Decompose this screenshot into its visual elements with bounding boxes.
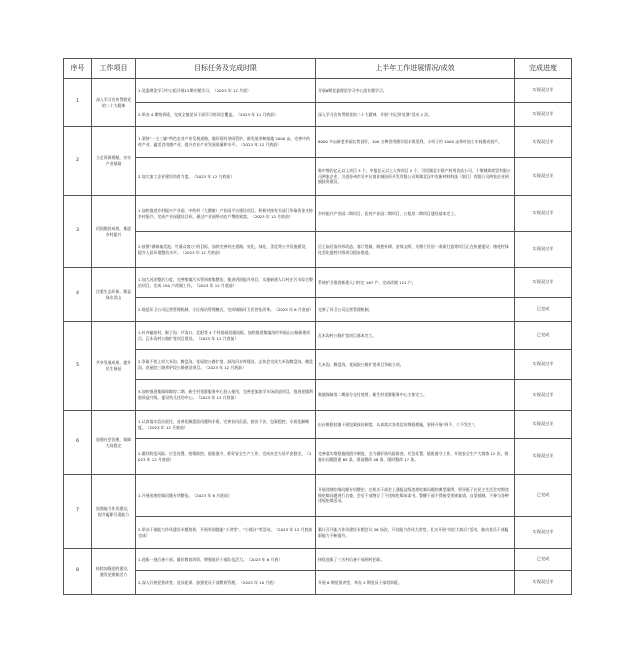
row-target: 1.加大河涂整治力度，完善集镇污水管网收集整治，推进巩固提升项目，实施新建人口村庄污水综合整治项目，完成 150 户改厕工作。（2023 年 12 月底前） xyxy=(136,268,316,298)
table-row xyxy=(64,158,572,196)
row-target: 1.选拔一批后备干部，做好教育培训，增强基层干部队伍活力。（2023 年 6 月底） xyxy=(136,549,316,571)
row-progress: 集镇保障房二期部分交付使用，新生村党群服务中心主体完工。 xyxy=(316,380,515,411)
table-row xyxy=(64,439,572,475)
row-progress: 开展违规吃喝问题专项整治，在机关干部会上通报县级违规吃喝问题的典型案例，领导班子在民主生活会对照违规吃喝问题进行自查，会后干部签订了不违规吃喝承诺书。警醒干部不得接受违规宴请、自觉抵制，不参与各种违规吃喝活动。 xyxy=(316,475,515,517)
row-status: 已完成 xyxy=(515,475,572,517)
row-item: 加强能力作风建设，提升履职尽责能力 xyxy=(92,475,136,549)
row-progress: 开展6期党委理论学习中心组专题学习。 xyxy=(316,79,515,103)
table-row xyxy=(64,268,572,298)
table-row xyxy=(64,127,572,158)
row-status: 实现双过半 xyxy=(515,350,572,380)
row-status: 实现双过半 xyxy=(515,571,572,595)
row-target: 2.争取不快上项大米沟、腾盘沟、花屋院公路扩宽、洞沟河水库建设，志执会完成大米沟腾盘沟、腾盘沟、花屋院三路养护段公路建设项目。（2023 年 12 月底前） xyxy=(136,350,316,380)
table-row xyxy=(64,350,572,380)
row-progress: 完善了环卫公司运营管理机制。 xyxy=(316,298,515,322)
header-item: 工作项目 xyxy=(92,59,136,79)
header-target: 目标任务及完成时限 xyxy=(136,59,316,79)
header-seq: 序号 xyxy=(64,59,92,79)
row-target: 1.开展违规吃喝问题专项整治。（2023 年 6 月底前） xyxy=(136,475,316,517)
row-target: 1.坚持“一主三辅”特色农业产业发展道路，做好现有茶园管护，新发展茶树基地 2000 亩，完善中药材产业、鑫活食用菌产业，提升农业产业发展质量和水平。（2023 年 12 月底前） xyxy=(136,127,316,158)
row-status: 实现双过半 xyxy=(515,127,572,158)
table-row xyxy=(64,380,572,411)
table-row xyxy=(64,571,572,595)
table-row xyxy=(64,517,572,549)
row-target: 2.加大加工企业建设培育力度。（2023 年 12 月底前） xyxy=(136,158,316,196)
table-row xyxy=(64,322,572,350)
row-item: 加强社会治理，保障大局稳定 xyxy=(92,411,136,475)
work-progress-document xyxy=(63,58,571,595)
row-target: 1.加快推进乡村振兴产业园、中药材（大健康）产业园平台建设项目，积极对接有关部门争取资金支持乡村振兴，完成产业园建设目标，通过产业园带动农户增收致富。（2023 年 12 月底前） xyxy=(136,196,316,232)
progress-table xyxy=(63,58,572,595)
row-target: 1.认真落实信访责任，妥善化解遗留问题和矛盾，完善首问负责、接访下访、包案稳控、专班化解制度。（2023 年 12 月底前） xyxy=(136,411,316,439)
row-progress: 6000 多亩新老茶园长势良好，100 万棒食用菌实现丰收见利，小项子村 1000 亩茶叶加工车间建成投产。 xyxy=(316,127,515,158)
row-progress: 系统护卫推进新建人口村庄 167 户，完成改厕 121 户。 xyxy=(316,268,515,298)
row-target: 3.加快推进集镇保障房二期、新生村党群服务中心投入使用，完善老加油学车场改造项目，推进老镇利院改造升级，建设幼儿托幼中心。（2023 年 12 月底前） xyxy=(136,380,316,411)
table-row xyxy=(64,103,572,127)
row-seq: 7 xyxy=(64,475,92,549)
row-status: 实现双过半 xyxy=(515,411,572,439)
row-status: 实现双过半 xyxy=(515,103,572,127)
table-row xyxy=(64,298,572,322)
row-progress: 岳王庙后落外形改造、客厅宽敞、路巷补缀、安保文明、关塘于民俗一条街打造等项目正在快速建设；塘花村绿化美化提档升级项目稳步推进。 xyxy=(316,232,515,268)
row-target: 2.规范环卫公司运营管理机制，小区保洁管理模式，完成城镇环卫民营化改革。（2023 年 6 月底前） xyxy=(136,298,316,322)
table-row xyxy=(64,475,572,517)
header-progress: 上半年工作进展情况/成效 xyxy=(316,59,515,79)
row-status: 已完成 xyxy=(515,549,572,571)
row-target: 2.举办 4 期培训班，完成全镇党员干部学习培训全覆盖。（2023 年 11 月底前） xyxy=(136,103,316,127)
row-status: 实现双过半 xyxy=(515,439,572,475)
row-status: 实现双过半 xyxy=(515,158,572,196)
row-progress: 累计召开能力作风建设专题会议 26 场次，开设能力作风大讲堂，扎实开展“岗位大练兵”活动，抽动党员干部履职能力不断提升。 xyxy=(316,517,515,549)
row-seq: 5 xyxy=(64,322,92,411)
row-progress: 择优选拔了三名村后备干部到村任职。 xyxy=(316,549,515,571)
row-seq: 1 xyxy=(64,79,92,127)
row-target: 1.补齐偏家村、猴子沟、芦沟口、北阳等 4 个村基础设施短板，加快推进集镇沟村幸福山公路新建项目、瓦木沟村公路扩宽项目建设。（2023 年 12 月底前） xyxy=(136,322,316,350)
row-target: 2.深入开展党务讲堂、党员轮训、加强党员干部教育管理。（2023 年 10 月底） xyxy=(136,571,316,595)
row-status: 实现双过半 xyxy=(515,196,572,232)
row-seq: 6 xyxy=(64,411,92,475)
row-seq: 3 xyxy=(64,196,92,268)
row-target: 2.做好防范风险、应急处置、疫情防控、值班值守，抓好安全生产工作，完成社会大局平安稳定。（2023 年 12 月底前） xyxy=(136,439,316,475)
row-target: 2.按照“湖泰秦美池、竹溪众客万”的目标，加快完善村庄道路、亮化、绿化、美化等公共设施建设，提升人居环境整治水平。（2023 年 12 月底前） xyxy=(136,232,316,268)
row-progress: 瓦木沟村公路扩宽项目基本完工。 xyxy=(316,322,515,350)
row-target: 1.党委理论学习中心组开展12期专题学习。（2023 年 12 月底） xyxy=(136,79,316,103)
row-target: 2.举办干部能力作风建设专题培训，开展争创提能“小讲堂”、“小擂台”等活动。（2023 年 12 月底前完成） xyxy=(136,517,316,549)
table-row xyxy=(64,79,572,103)
row-status: 已完成 xyxy=(515,322,572,350)
row-item: 共享发展成果，提升民生福祉 xyxy=(92,322,136,411)
row-progress: 开展 6 期党务讲堂，举办 2 期党员干部培训班。 xyxy=(316,571,515,595)
row-status: 已完成 xyxy=(515,298,572,322)
row-progress: 乡村振兴产业园二期项目、医药产业园二期项目、公租房二期项目建设基本完工。 xyxy=(316,196,515,232)
row-progress: 大米沟、腾盘沟、花屋院公路扩宽项目争取立项。 xyxy=(316,350,515,380)
header-status: 完成进度 xyxy=(515,59,572,79)
row-progress: 深入学习宣传贯彻党的二十大精神，开展“书记讲党课”活动 2 次。 xyxy=(316,103,515,127)
row-status: 实现双过半 xyxy=(515,232,572,268)
row-item: 立足资源禀赋，夯实产业基础 xyxy=(92,127,136,196)
row-seq: 2 xyxy=(64,127,92,196)
row-status: 实现双过半 xyxy=(515,79,572,103)
row-progress: 集中签约亿元以上项目 3 个，中报亿元以上入库项目 2 个，引回湖北丰银产药用食品公司、十堰城郊商贸有限公司两家企业，引进苏州市吴中区商业城投资开发有限公司和湖北汉中农新材料科技（浙江）有限公司两家企业到镇投资建设。 xyxy=(316,158,515,196)
table-row xyxy=(64,196,572,232)
row-item: 持续加强党的建设，激发党建新活力 xyxy=(92,549,136,595)
row-item: 巩固脱贫成效，推进乡村振兴 xyxy=(92,196,136,268)
row-seq: 8 xyxy=(64,549,92,595)
table-row xyxy=(64,232,572,268)
row-status: 实现双过半 xyxy=(515,380,572,411)
row-status: 实现双过半 xyxy=(515,517,572,549)
row-status: 实现双过半 xyxy=(515,268,572,298)
row-item: 深入学习宣传贯彻党的二十大精神 xyxy=(92,79,136,127)
row-progress: 完善落实维稳值班值守制度，全力做好防风险排查、应急处置、值班值守工作，开展安全生产大排查 12 次，排查出问题隐患 65 条，现场整改 48 条，限时整改 17 条。 xyxy=(316,439,515,475)
table-row xyxy=(64,549,572,571)
table-row xyxy=(64,411,572,439)
row-item: 注重生态环保，都显绿水青山 xyxy=(92,268,136,322)
row-seq: 4 xyxy=(64,268,92,322)
table-header-row xyxy=(64,59,572,79)
row-progress: 出台维稳挂镇干部包案接访制度，认真落实各类信访维稳措施，坚持开展“四不、六不发生”。 xyxy=(316,411,515,439)
